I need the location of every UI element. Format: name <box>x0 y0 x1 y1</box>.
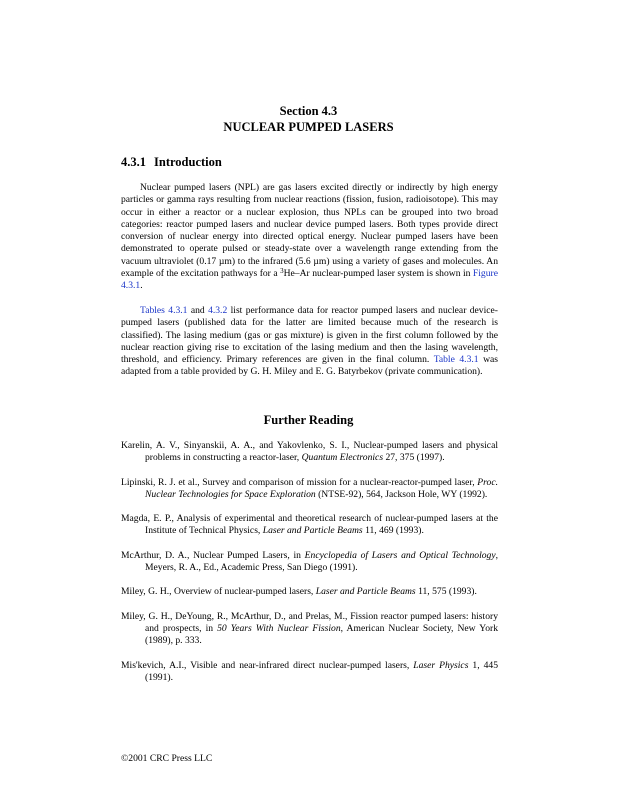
p2-text-c: was adapted from a table provided by G. H. Miley and E. G. Batyrbekov (private communication). <box>121 354 498 378</box>
reference-item <box>121 513 498 538</box>
p2-text-b: list performance data for reactor pumped lasers and nuclear device-pumped lasers (published data for the latter are limited because much of the research is classified). The lasing medium (gas or gas mixture) is given in the first column followed by the nuclear reaction giving rise to excitation of the lasing medium and then the lasing wavelength, threshold, and efficiency. Primary references are given in the final column. <box>121 305 498 366</box>
ref-journal: Proc. Nuclear Technologies for Space Exploration <box>145 476 498 500</box>
table-link-4-3-1[interactable]: Tables 4.3.1 <box>140 305 188 316</box>
reference-list <box>121 440 498 684</box>
reference-item <box>121 611 498 648</box>
p1-superscript: 3 <box>280 267 284 276</box>
ref-journal: Laser and Particle Beams <box>262 525 363 537</box>
ref-journal: Quantum Electronics <box>301 452 384 464</box>
ref-text: 1, 445 (1991). <box>145 659 498 683</box>
ref-text: 11, 469 (1993). <box>362 525 424 537</box>
intro-paragraph-2 <box>121 305 498 379</box>
ref-text: , Meyers, R. A., Ed., Academic Press, San Diego (1991). <box>145 549 498 574</box>
intro-paragraph-1 <box>121 182 498 293</box>
reference-item <box>121 660 498 685</box>
ref-text: Karelin, A. V., Sinyanskii, A. A., and Yakovlenko, S. I., Nuclear-pumped lasers and physical problems in constructing a reactor-laser, <box>121 440 498 464</box>
intro-heading-text: Introduction <box>154 155 222 169</box>
reference-item <box>121 477 498 502</box>
ref-journal: 50 Years With Nuclear Fission <box>217 622 341 634</box>
ref-text: , American Nuclear Society, New York (1989), p. 333. <box>145 622 499 647</box>
p1-text-a: Nuclear pumped lasers (NPL) are gas lasers excited directly or indirectly by high energy particles or gamma rays resulting from nuclear reactions (fission, fusion, radioisotope). This may occur in either a reactor or a nuclear explosion, thus NPLs can be grouped into two broad categories: reactor pumped lasers and nuclear device pumped lasers. Both types provide direct conversion of nuclear energy into directed optical energy. Nuclear pumped lasers have been demonstrated to operate pulsed or steady-state over a wavelength range extending from the vacuum ultraviolet (0.17 µm) to the infrared (5.6 µm) using a variety of gases and molecules. An example of the excitation pathways for a <box>121 182 498 280</box>
intro-heading <box>121 155 222 170</box>
intro-heading-number: 4.3.1 <box>121 155 146 169</box>
section-title: NUCLEAR PUMPED LASERS <box>223 120 394 134</box>
section-number: Section 4.3 <box>279 104 338 118</box>
ref-text: Miley, G. H., DeYoung, R., McArthur, D., and Prelas, M., Fission reactor pumped lasers: history and prospects, in <box>121 610 498 634</box>
table-link-4-3-2[interactable]: 4.3.2 <box>208 305 228 316</box>
reference-item <box>121 550 498 575</box>
p1-text-c: . <box>140 280 143 292</box>
ref-text: Magda, E. P., Analysis of experimental and theoretical research of nuclear-pumped lasers at the Institute of Technical Physics, <box>121 513 498 537</box>
ref-text: Miley, G. H., Overview of nuclear-pumped lasers, <box>121 586 316 598</box>
p1-text-b: He–Ar nuclear-pumped laser system is shown in <box>283 268 473 280</box>
ref-text: McArthur, D. A., Nuclear Pumped Lasers, in <box>121 549 305 561</box>
ref-text: Lipinski, R. J. et al., Survey and comparison of mission for a nuclear-reactor-pumped laser, <box>121 476 478 488</box>
ref-text: 11, 575 (1993). <box>415 586 477 598</box>
ref-text: 27, 375 (1997). <box>383 452 445 464</box>
ref-journal: Encyclopedia of Lasers and Optical Technology <box>304 549 496 561</box>
ref-journal: Laser Physics <box>413 659 469 671</box>
section-title-block <box>0 103 617 135</box>
copyright-footer: ©2001 CRC Press LLC <box>121 753 213 764</box>
table-link-4-3-1-second[interactable]: Table 4.3.1 <box>433 354 479 366</box>
reference-item <box>121 586 498 598</box>
p2-text-a: and <box>187 305 209 316</box>
reference-item <box>121 440 498 465</box>
figure-link[interactable]: Figure 4.3.1 <box>121 268 498 292</box>
ref-text: (NTSE-92), 564, Jackson Hole, WY (1992). <box>315 488 488 500</box>
ref-text: Mis'kevich, A.I., Visible and near-infrared direct nuclear-pumped lasers, <box>121 659 414 671</box>
ref-journal: Laser and Particle Beams <box>315 586 416 598</box>
further-reading-heading: Further Reading <box>263 413 354 427</box>
